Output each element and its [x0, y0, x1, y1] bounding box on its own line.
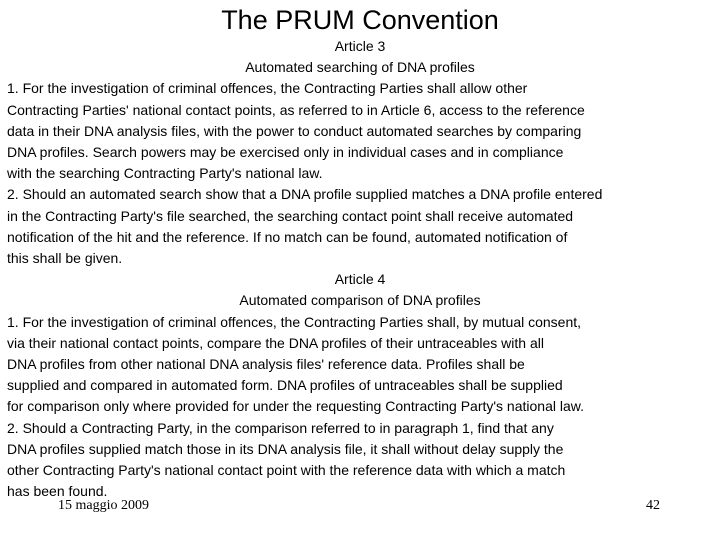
text-line: 1. For the investigation of criminal offences, the Contracting Parties shall, by mutual consent, — [7, 313, 582, 330]
text-line: via their national contact points, compare the DNA profiles of their untraceables with all — [7, 334, 544, 351]
text-line: data in their DNA analysis files, with the power to conduct automated searches by comparing — [7, 122, 582, 139]
text-line: 2. Should a Contracting Party, in the comparison referred to in paragraph 1, find that any — [7, 419, 554, 436]
article-3-subheading: Automated searching of DNA profiles — [245, 59, 475, 76]
text-line: DNA profiles supplied match those in its DNA analysis file, it shall without delay supply the — [7, 440, 564, 457]
text-line: this shall be given. — [7, 250, 123, 267]
text-line: 2. Should an automated search show that a DNA profile supplied matches a DNA profile entered — [7, 186, 603, 203]
article-4-subheading: Automated comparison of DNA profiles — [239, 292, 481, 309]
text-line: DNA profiles. Search powers may be exercised only in individual cases and in compliance — [7, 144, 564, 161]
text-line: for comparison only where provided for under the requesting Contracting Party's national law. — [7, 398, 584, 415]
text-line: Contracting Parties' national contact points, as referred to in Article 6, access to the reference — [7, 101, 585, 118]
footer-date: 15 maggio 2009 — [58, 498, 149, 513]
slide-title: The PRUM Convention — [221, 5, 499, 35]
text-line: other Contracting Party's national contact point with the reference data with which a match — [7, 462, 566, 479]
text-line: with the searching Contracting Party's national law. — [7, 165, 323, 182]
text-line: DNA profiles from other national DNA analysis files' reference data. Profiles shall be — [7, 356, 525, 373]
article-3-heading: Article 3 — [334, 38, 386, 54]
text-line: 1. For the investigation of criminal offences, the Contracting Parties shall allow other — [7, 80, 528, 97]
text-line: in the Contracting Party's file searched, the searching contact point shall receive automated — [7, 207, 574, 224]
text-line: has been found. — [7, 483, 108, 500]
text-line: notification of the hit and the reference. If no match can be found, automated notification of — [7, 228, 568, 245]
article-4-heading: Article 4 — [334, 271, 386, 288]
slide-body — [7, 36, 713, 502]
page-number: 42 — [646, 498, 660, 513]
text-line: supplied and compared in automated form. DNA profiles of untraceables shall be supplied — [7, 377, 563, 394]
